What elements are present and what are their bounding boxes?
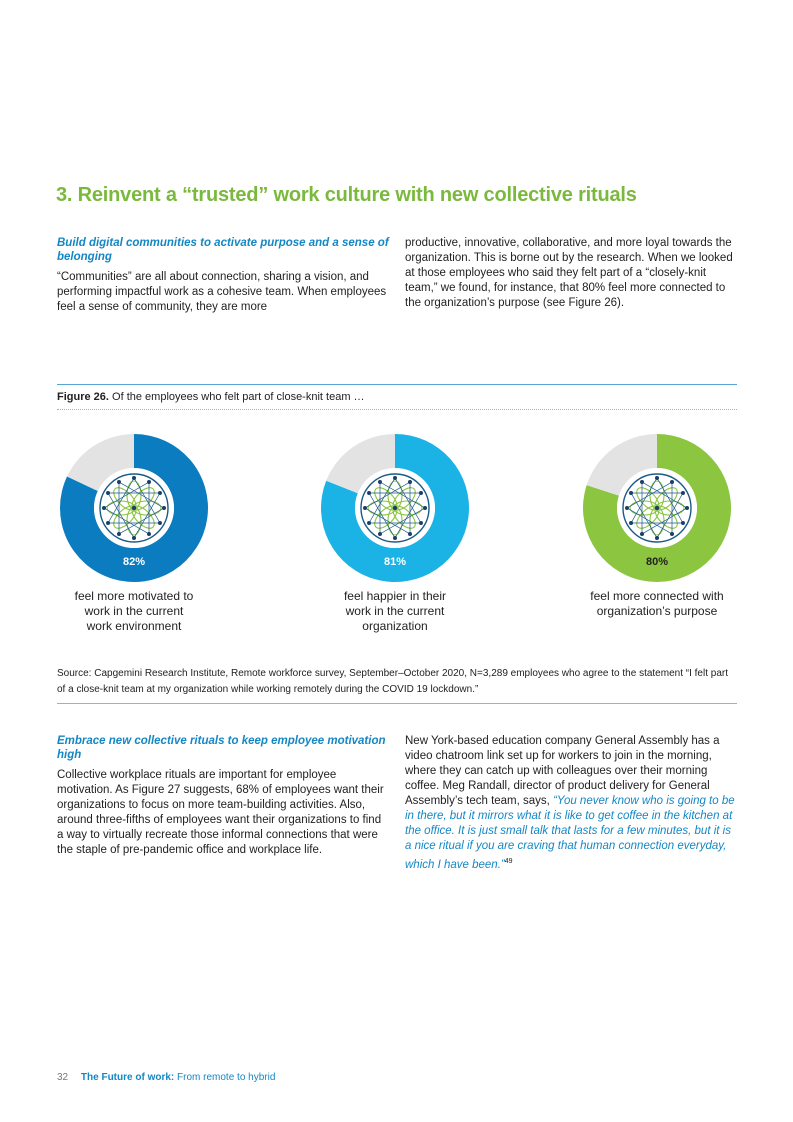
mandala-center	[655, 506, 659, 510]
mandala-center	[132, 506, 136, 510]
donut-label-connected	[567, 589, 747, 619]
mandala-dot	[685, 506, 689, 510]
mandala-dot	[363, 506, 367, 510]
mandala-dot	[132, 476, 136, 480]
section1-right-paragraph: productive, innovative, collaborative, and more loyal towards the organization. This is borne out by the research. When we looked at those employees who said they felt part of a “closely-knit team,” we found, for instance, that 80% feel more connected to the organization’s purpose (see Figure 26).	[405, 237, 733, 309]
label-line: work in the current	[84, 604, 184, 618]
donut-chart-connected	[582, 433, 732, 583]
figure-title	[57, 391, 365, 403]
figure-dotted-rule	[57, 409, 737, 410]
mandala-dot	[419, 491, 423, 495]
mandala-dot	[655, 536, 659, 540]
donut-value-label: 81%	[383, 556, 407, 568]
mandala-dot	[378, 480, 382, 484]
figure-source: Source: Capgemini Research Institute, Remote workforce survey, September–October 2020, N=3,289 employees who agree to the statement “I felt part of a close-knit team at my organization while working remotely during the COVID 19 lockdown.”	[57, 668, 728, 695]
section1-subhead: Build digital communities to activate purpose and a sense of belonging	[57, 237, 389, 263]
mandala-dot	[132, 536, 136, 540]
mandala-dot	[147, 532, 151, 536]
section1-left-paragraph: “Communities” are all about connection, sharing a vision, and performing impactful work as a cohesive team. When employees feel a sense of community, they are more	[57, 271, 387, 313]
footer-brand: The Future of work:	[80, 1072, 175, 1083]
mandala-dot	[102, 506, 106, 510]
section2-left-paragraph: Collective workplace rituals are important for employee motivation. As Figure 27 suggests, 68% of employees want their organizations to focus on more team-building activities. Also, around three-fifths of employees want their organizations to find a way to virtually recreate those informal connections that were the staple of pre-pandemic office and workplace life.	[57, 769, 384, 856]
mandala-dot	[640, 532, 644, 536]
mandala-dot	[625, 506, 629, 510]
mandala-dot	[393, 536, 397, 540]
mandala-dot	[367, 491, 371, 495]
mandala-dot	[629, 491, 633, 495]
mandala-dot	[158, 521, 162, 525]
donut-value-label: 80%	[645, 556, 669, 568]
label-line: work environment	[86, 619, 182, 633]
label-line: feel more motivated to	[74, 589, 194, 603]
mandala-dot	[640, 480, 644, 484]
page-number: 32	[57, 1072, 69, 1083]
mandala-dot	[629, 521, 633, 525]
label-line: work in the current	[345, 604, 445, 618]
section2-left-column	[57, 734, 389, 858]
donut-label-happier	[305, 589, 485, 634]
mandala-dot	[162, 506, 166, 510]
footer-tagline: From remote to hybrid	[177, 1072, 276, 1083]
figure-label: Figure 26.	[57, 391, 109, 403]
mandala-dot	[408, 480, 412, 484]
mandala-dot	[670, 480, 674, 484]
mandala-center	[393, 506, 397, 510]
section-heading: 3. Reinvent a “trusted” work culture with new collective rituals	[56, 184, 637, 206]
donut-chart-motivated	[59, 433, 209, 583]
mandala-dot	[393, 476, 397, 480]
donut-chart-happier	[320, 433, 470, 583]
page-footer	[57, 1072, 275, 1083]
mandala-dot	[117, 532, 121, 536]
mandala-dot	[423, 506, 427, 510]
footnote-ref: 49	[504, 858, 513, 865]
mandala-dot	[147, 480, 151, 484]
section2-subhead: Embrace new collective rituals to keep employee motivation high	[57, 735, 386, 761]
label-line: feel happier in their	[343, 589, 447, 603]
mandala-dot	[670, 532, 674, 536]
mandala-dot	[681, 521, 685, 525]
donut-label-motivated	[44, 589, 224, 634]
mandala-dot	[117, 480, 121, 484]
label-line: feel more connected with	[590, 589, 724, 603]
mandala-dot	[158, 491, 162, 495]
donut-value-label: 82%	[122, 556, 146, 568]
mandala-dot	[367, 521, 371, 525]
pull-quote: “You never know who is going to be in there, but it mirrors what it is like to get coffee in the kitchen at the office. It is just small talk that lasts for a few minutes, but it is a nice ritual if you are craving that human connection everyday, which I have been.”	[405, 795, 735, 871]
mandala-dot	[419, 521, 423, 525]
mandala-dot	[655, 476, 659, 480]
mandala-dot	[106, 491, 110, 495]
label-line: organization’s purpose	[596, 604, 718, 618]
mandala-dot	[378, 532, 382, 536]
mandala-dot	[106, 521, 110, 525]
section2-right-paragraph	[405, 734, 740, 873]
figure-caption: Of the employees who felt part of close-knit team …	[112, 391, 365, 403]
mandala-dot	[681, 491, 685, 495]
figure-top-rule	[57, 384, 737, 385]
section2-right-text: New York-based education company General Assembly has a video chatroom link set up for workers to join in the morning, where they can catch up with colleagues over their morning coffee. Meg Randall, director of product delivery for General Assembly’s tech team, says,	[405, 735, 720, 807]
mandala-dot	[408, 532, 412, 536]
label-line: organization	[362, 619, 428, 633]
figure-bottom-rule	[57, 703, 737, 704]
section1-left-column	[57, 236, 389, 315]
